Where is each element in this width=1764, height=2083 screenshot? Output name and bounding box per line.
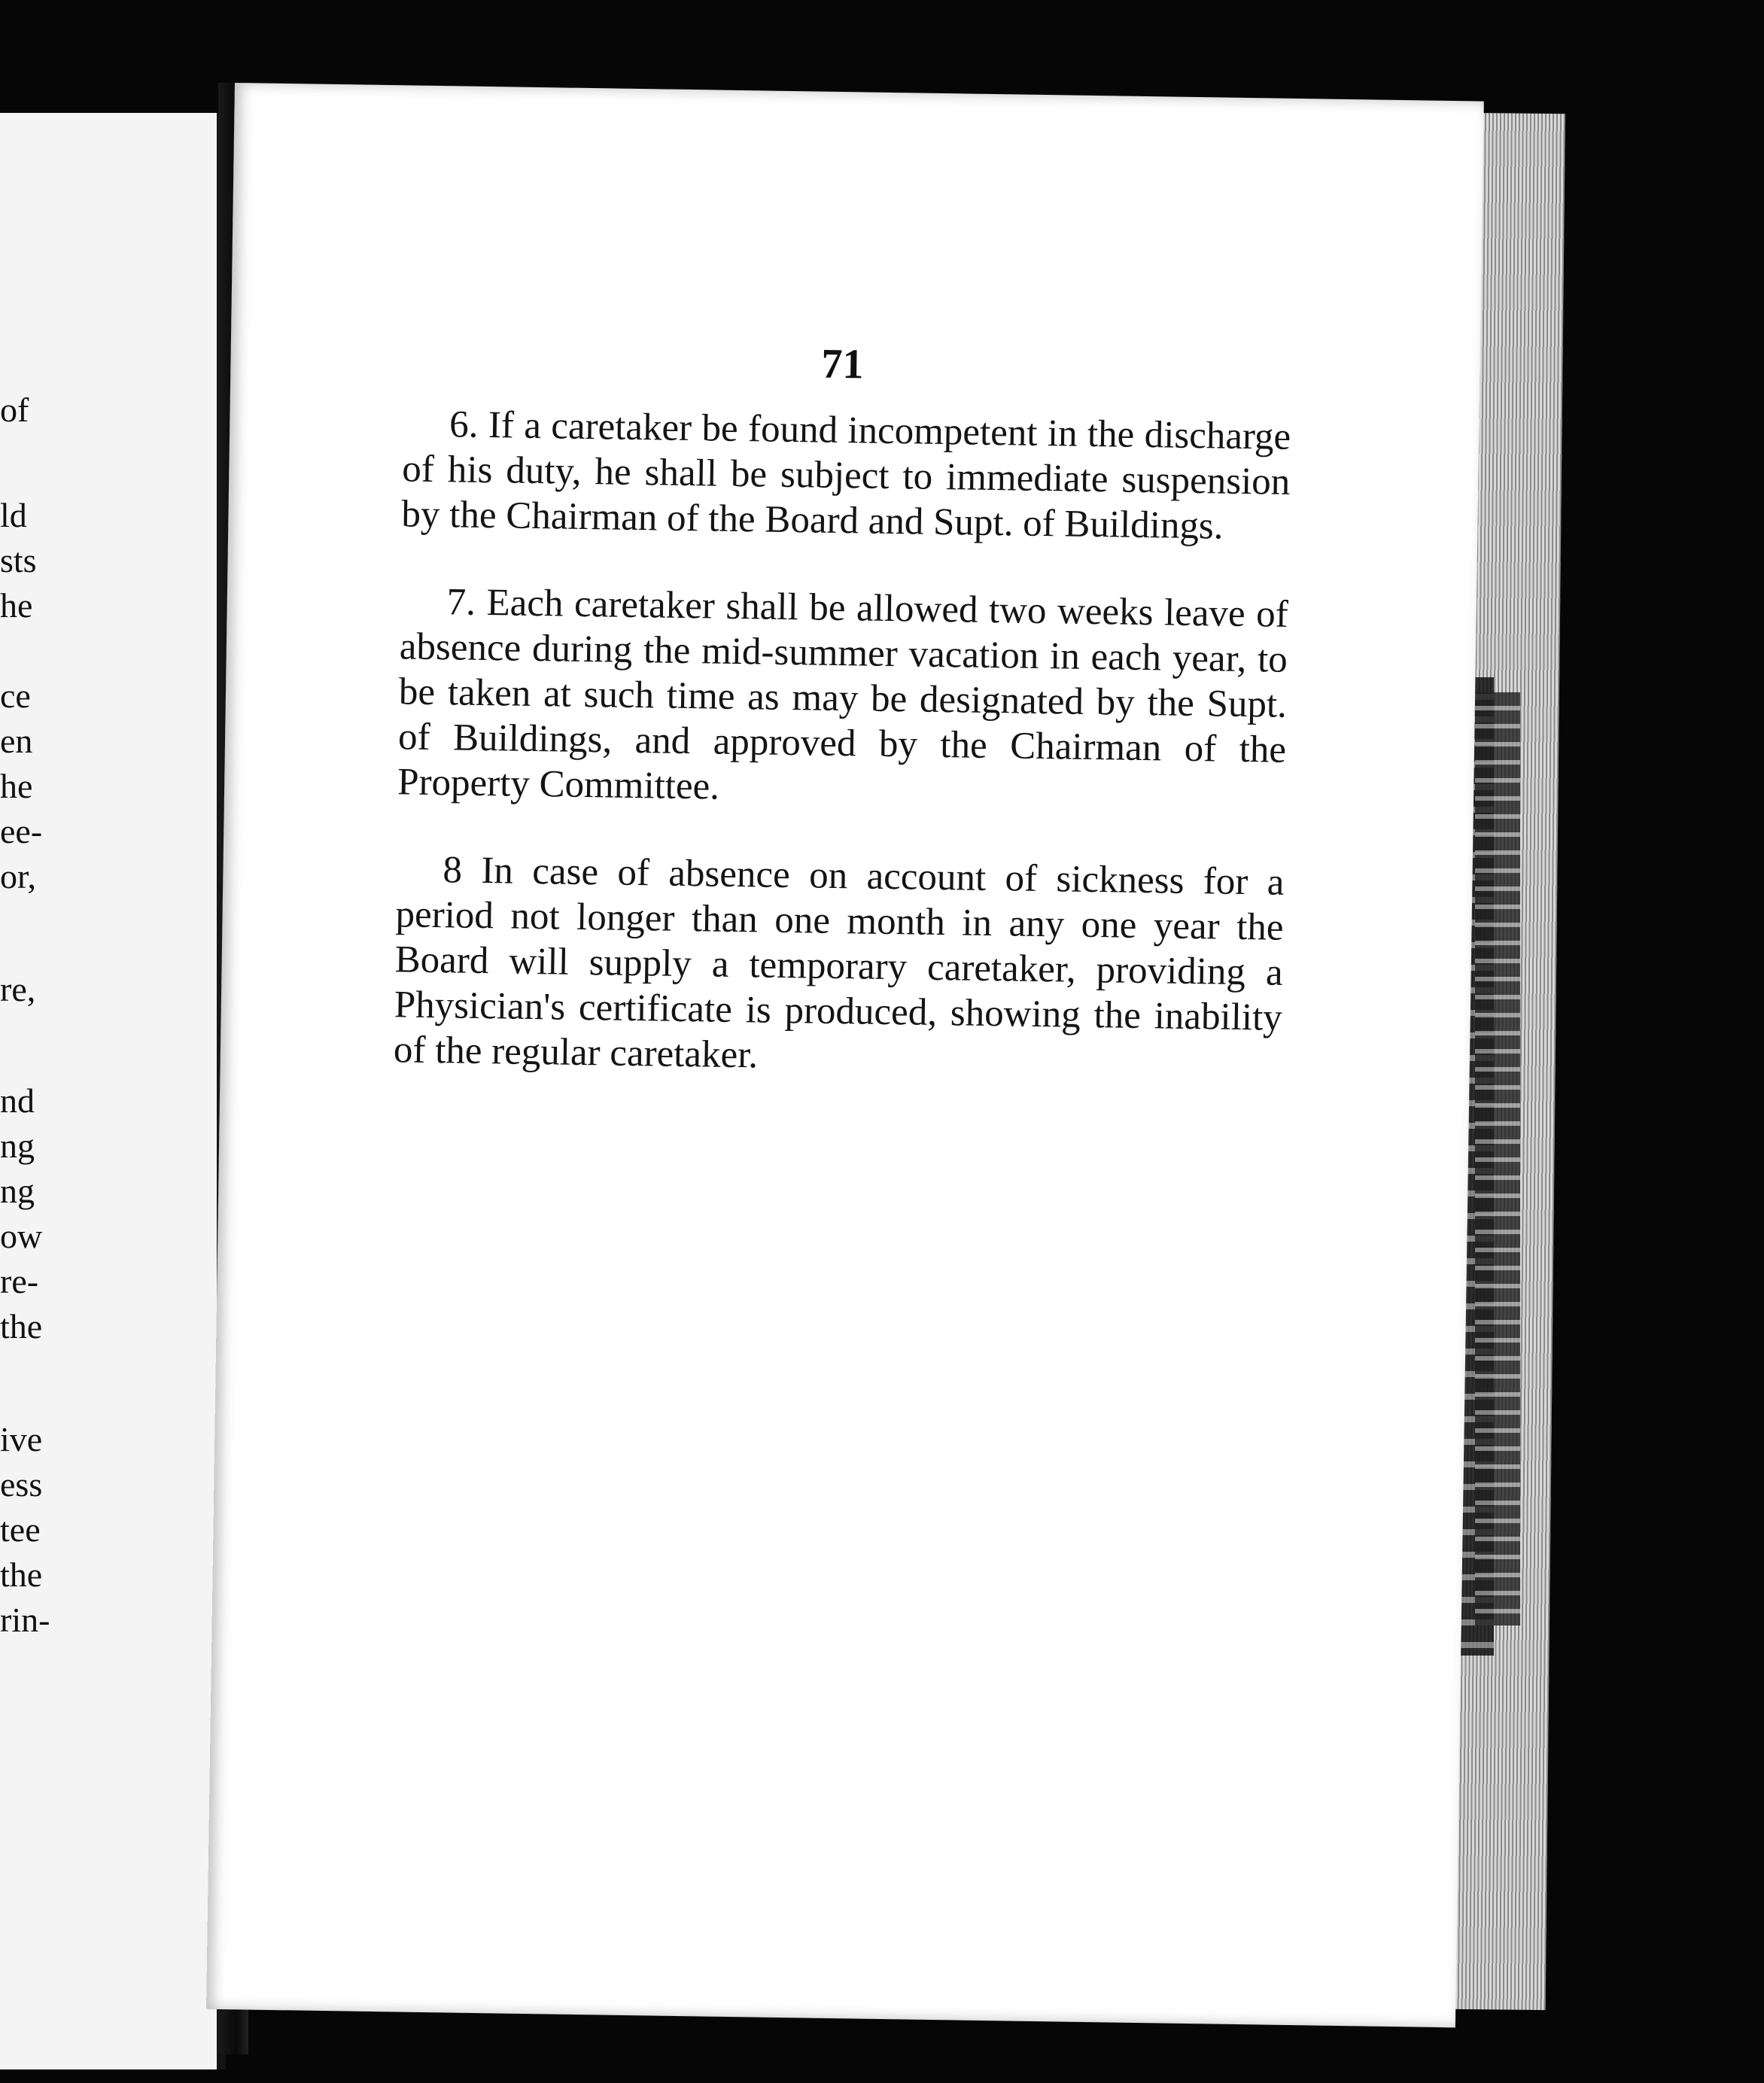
edge-library-stamp-inner xyxy=(1475,692,1520,1625)
left-fragment: he xyxy=(0,586,33,625)
paragraph-8: 8 In case of absence on account of sickness for a period not longer than one month in any one year the Board will supply a temporary caretaker, providing a Physician's certificate is produced, showing the inability of the regular caretaker. xyxy=(393,849,1285,1077)
left-fragment: tee xyxy=(0,1510,41,1549)
left-fragment: the xyxy=(0,1307,43,1346)
left-fragment: nd xyxy=(0,1081,35,1120)
left-fragment: ng xyxy=(0,1127,35,1165)
left-fragment: sts xyxy=(0,541,37,579)
left-page-text xyxy=(0,113,217,2069)
paragraph-7: 7. Each caretaker shall be allowed two weeks leave of absence during the mid-summer vacation in each year, to be taken at such time as may be designated by the Supt. of Buildings, and approved by the Chairman of the Property Committee. xyxy=(397,581,1289,808)
page-number: 71 xyxy=(821,340,864,388)
left-fragment: ive xyxy=(0,1420,43,1458)
left-fragment: of xyxy=(0,391,29,429)
left-fragment: ce xyxy=(0,677,31,715)
left-fragment: ess xyxy=(0,1465,43,1504)
left-fragment: re, xyxy=(0,970,36,1008)
left-fragment: rin- xyxy=(0,1601,50,1639)
left-fragment: en xyxy=(0,722,33,760)
left-fragment: ld xyxy=(0,496,27,534)
page-body xyxy=(393,401,1291,1127)
left-fragment: ow xyxy=(0,1217,43,1255)
left-fragment: the xyxy=(0,1555,43,1594)
right-page xyxy=(206,83,1484,2027)
paragraph-6: 6. If a caretaker be found incompetent in the discharge of his duty, he shall be subject to immediate suspension by the Chairman of the Board and Supt. of Buildings. xyxy=(401,403,1291,548)
left-fragment: ee- xyxy=(0,812,43,850)
left-page xyxy=(0,113,226,2069)
left-fragment: he xyxy=(0,767,33,805)
left-fragment: re- xyxy=(0,1262,39,1300)
left-fragment: or, xyxy=(0,857,36,896)
left-fragment: ng xyxy=(0,1172,35,1210)
